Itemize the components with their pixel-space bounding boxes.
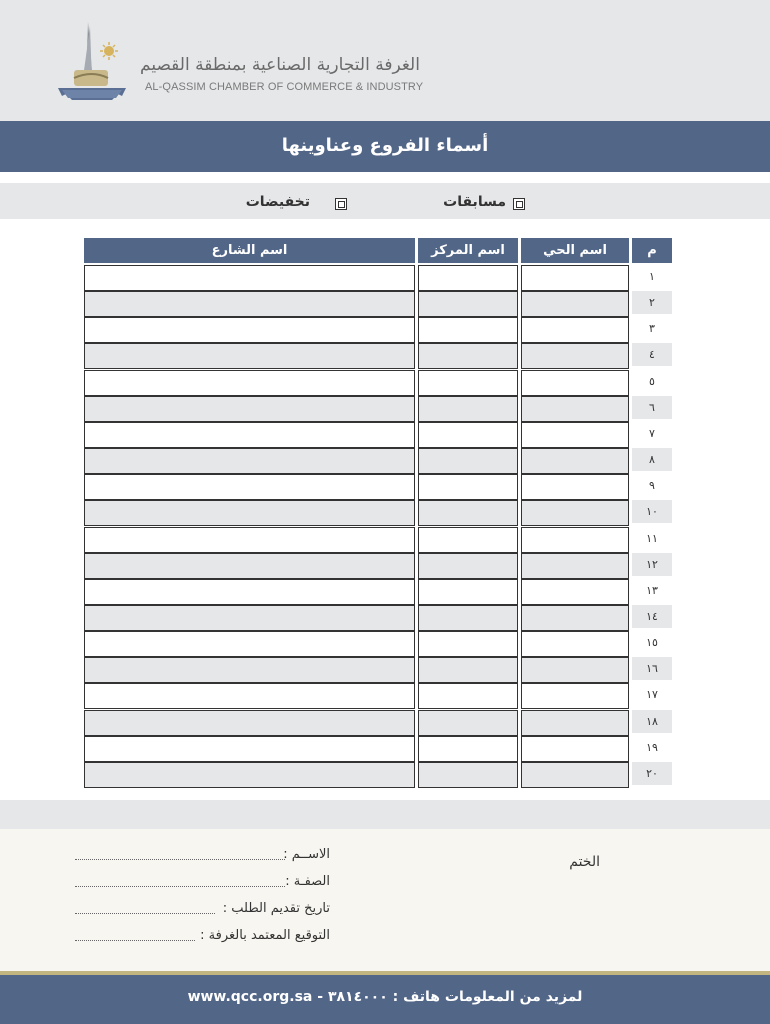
- street-cell[interactable]: [84, 291, 415, 317]
- district-cell[interactable]: [521, 422, 629, 448]
- street-cell[interactable]: [84, 265, 415, 291]
- street-cell[interactable]: [84, 370, 415, 396]
- title-label: الصفـة :: [285, 874, 330, 889]
- street-cell[interactable]: [84, 605, 415, 631]
- title-field[interactable]: [75, 886, 285, 887]
- street-cell[interactable]: [84, 343, 415, 369]
- row-number: ١١: [632, 527, 672, 550]
- row-number: ٢٠: [632, 762, 672, 785]
- center-cell[interactable]: [418, 657, 518, 683]
- street-cell[interactable]: [84, 657, 415, 683]
- district-cell[interactable]: [521, 683, 629, 709]
- district-cell[interactable]: [521, 448, 629, 474]
- signature-field[interactable]: [75, 940, 195, 941]
- row-number: ١: [632, 265, 672, 288]
- center-cell[interactable]: [418, 527, 518, 553]
- street-cell[interactable]: [84, 474, 415, 500]
- district-cell[interactable]: [521, 370, 629, 396]
- row-number: ٥: [632, 370, 672, 393]
- district-cell[interactable]: [521, 553, 629, 579]
- street-cell[interactable]: [84, 710, 415, 736]
- street-cell[interactable]: [84, 762, 415, 788]
- center-cell[interactable]: [418, 422, 518, 448]
- center-cell[interactable]: [418, 396, 518, 422]
- header-street: اسم الشارع: [84, 238, 415, 263]
- row-number: ١٢: [632, 553, 672, 576]
- separator-band: [0, 800, 770, 829]
- center-cell[interactable]: [418, 265, 518, 291]
- center-cell[interactable]: [418, 317, 518, 343]
- street-cell[interactable]: [84, 683, 415, 709]
- street-cell[interactable]: [84, 527, 415, 553]
- signature-area: [0, 829, 770, 972]
- row-number: ١٨: [632, 710, 672, 733]
- competitions-label: مسابقات: [443, 194, 506, 210]
- row-number: ١٥: [632, 631, 672, 654]
- street-cell[interactable]: [84, 631, 415, 657]
- district-cell[interactable]: [521, 736, 629, 762]
- street-cell[interactable]: [84, 396, 415, 422]
- org-name-arabic: الغرفة التجارية الصناعية بمنطقة القصيم: [140, 55, 420, 75]
- district-cell[interactable]: [521, 317, 629, 343]
- org-name-english: AL-QASSIM CHAMBER OF COMMERCE & INDUSTRY: [145, 81, 424, 93]
- center-cell[interactable]: [418, 579, 518, 605]
- row-number: ٩: [632, 474, 672, 497]
- district-cell[interactable]: [521, 631, 629, 657]
- row-number: ٧: [632, 422, 672, 445]
- center-cell[interactable]: [418, 291, 518, 317]
- center-cell[interactable]: [418, 605, 518, 631]
- row-number: ٦: [632, 396, 672, 419]
- row-number: ٣: [632, 317, 672, 340]
- center-cell[interactable]: [418, 500, 518, 526]
- district-cell[interactable]: [521, 527, 629, 553]
- street-cell[interactable]: [84, 422, 415, 448]
- center-cell[interactable]: [418, 683, 518, 709]
- district-cell[interactable]: [521, 474, 629, 500]
- row-number: ١٧: [632, 683, 672, 706]
- center-cell[interactable]: [418, 710, 518, 736]
- street-cell[interactable]: [84, 448, 415, 474]
- name-label: الاســم :: [283, 847, 330, 862]
- district-cell[interactable]: [521, 500, 629, 526]
- center-cell[interactable]: [418, 343, 518, 369]
- district-cell[interactable]: [521, 291, 629, 317]
- street-cell[interactable]: [84, 736, 415, 762]
- district-cell[interactable]: [521, 710, 629, 736]
- discounts-checkbox[interactable]: [335, 198, 347, 210]
- row-number: ١٤: [632, 605, 672, 628]
- district-cell[interactable]: [521, 762, 629, 788]
- header-district: اسم الحي: [521, 238, 629, 263]
- row-number: ٢: [632, 291, 672, 314]
- chamber-logo-icon: [52, 18, 132, 104]
- header-center: اسم المركز: [418, 238, 518, 263]
- center-cell[interactable]: [418, 553, 518, 579]
- center-cell[interactable]: [418, 736, 518, 762]
- district-cell[interactable]: [521, 657, 629, 683]
- footer-contact: لمزيد من المعلومات هاتف : ٣٨١٤٠٠٠ - www.qcc.org.sa: [187, 989, 583, 1005]
- district-cell[interactable]: [521, 265, 629, 291]
- center-cell[interactable]: [418, 474, 518, 500]
- district-cell[interactable]: [521, 605, 629, 631]
- district-cell[interactable]: [521, 396, 629, 422]
- name-field[interactable]: [75, 859, 285, 860]
- street-cell[interactable]: [84, 579, 415, 605]
- row-number: ٨: [632, 448, 672, 471]
- page-title: أسماء الفروع وعناوينها: [281, 135, 489, 156]
- header-num: م: [632, 238, 672, 263]
- center-cell[interactable]: [418, 762, 518, 788]
- street-cell[interactable]: [84, 317, 415, 343]
- center-cell[interactable]: [418, 448, 518, 474]
- street-cell[interactable]: [84, 553, 415, 579]
- street-cell[interactable]: [84, 500, 415, 526]
- row-number: ١٦: [632, 657, 672, 680]
- center-cell[interactable]: [418, 631, 518, 657]
- district-cell[interactable]: [521, 343, 629, 369]
- signature-label: التوقيع المعتمد بالغرفة :: [200, 928, 330, 943]
- row-number: ١٩: [632, 736, 672, 759]
- competitions-checkbox[interactable]: [513, 198, 525, 210]
- center-cell[interactable]: [418, 370, 518, 396]
- row-number: ١٠: [632, 500, 672, 523]
- row-number: ١٣: [632, 579, 672, 602]
- options-band: [0, 183, 770, 219]
- discounts-label: تخفيضات: [245, 194, 310, 210]
- date-label: تاريخ تقديم الطلب :: [222, 901, 330, 916]
- row-number: ٤: [632, 343, 672, 366]
- stamp-label: الختم: [569, 854, 600, 870]
- date-field[interactable]: [75, 913, 215, 914]
- district-cell[interactable]: [521, 579, 629, 605]
